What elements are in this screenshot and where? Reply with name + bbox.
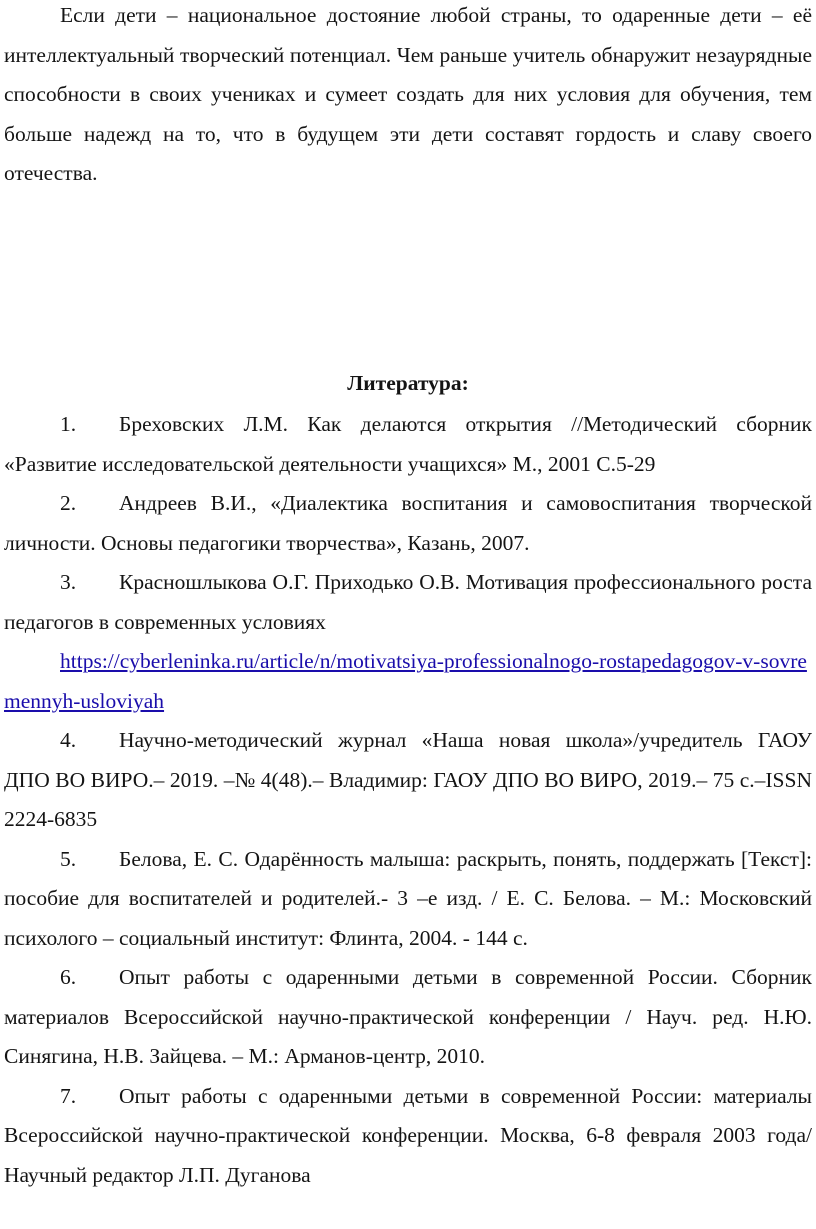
references-list [4,405,812,1195]
reference-number: 2. [60,491,77,515]
reference-number: 3. [60,570,77,594]
reference-number: 1. [60,412,77,436]
reference-number: 5. [60,846,77,871]
reference-number: 6. [60,965,77,989]
intro-paragraph: Если дети – национальное достояние любой страны, то одаренные дети – её интеллектуальный творческий потенциал. Чем раньше учитель обнаружит незаурядные способности в своих учениках и сумеет создать для них условия для обучения, тем больше надежд на то, что в будущем эти дети составят гордость и славу своего отечества. [4,3,812,185]
reference-item [4,840,812,959]
reference-item [4,958,812,1077]
reference-item [4,484,812,563]
reference-text: Андреев В.И., «Диалектика воспитания и самовоспитания творческой личности. Основы педагогики творчества», Казань, 2007. [4,491,812,555]
reference-number: 4. [60,728,77,752]
reference-link[interactable]: https://cyberleninka.ru/article/n/motivatsiya-professionalnogo-rostapedagogov-v-sovremennyh-usloviyah [4,649,807,713]
reference-link-line [4,642,812,721]
references-heading: Литература: [347,371,469,395]
reference-text: Опыт работы с одаренными детьми в современной России. Сборник материалов Всероссийской научно-практической конференции / Науч. ред. Н.Ю. Синягина, Н.В. Зайцева. – М.: Арманов-центр, 2010. [4,965,812,1068]
reference-item [4,1077,812,1196]
reference-item [4,563,812,721]
reference-item [4,721,812,840]
reference-text: Белова, Е. С. Одарённость малыша: раскрыть, понять, поддержать [Текст]: пособие для воспитателей и родителей.- 3 –е изд. / Е. С. Белова. – М.: Московский психолого – социальный институт: Флинта, 2004. - 144 с. [4,846,812,950]
reference-text: Опыт работы с одаренными детьми в современной России: материалы Всероссийской научно-практической конференции. Москва, 6-8 февраля 2003 года/ Научный редактор Л.П. Дуганова [4,1083,812,1187]
reference-text: Красношлыкова О.Г. Приходько О.В. Мотивация профессионального роста педагогов в современных условиях [4,570,812,634]
reference-number: 7. [60,1083,77,1108]
reference-text: Бреховских Л.М. Как делаются открытия //Методический сборник «Развитие исследовательской деятельности учащихся» М., 2001 С.5-29 [4,412,812,476]
reference-item [4,405,812,484]
reference-text: Научно-методический журнал «Наша новая школа»/учредитель ГАОУ ДПО ВО ВИРО.– 2019. –№ 4(48).– Владимир: ГАОУ ДПО ВО ВИРО, 2019.– 75 с.–ISSN 2224-6835 [4,728,812,831]
